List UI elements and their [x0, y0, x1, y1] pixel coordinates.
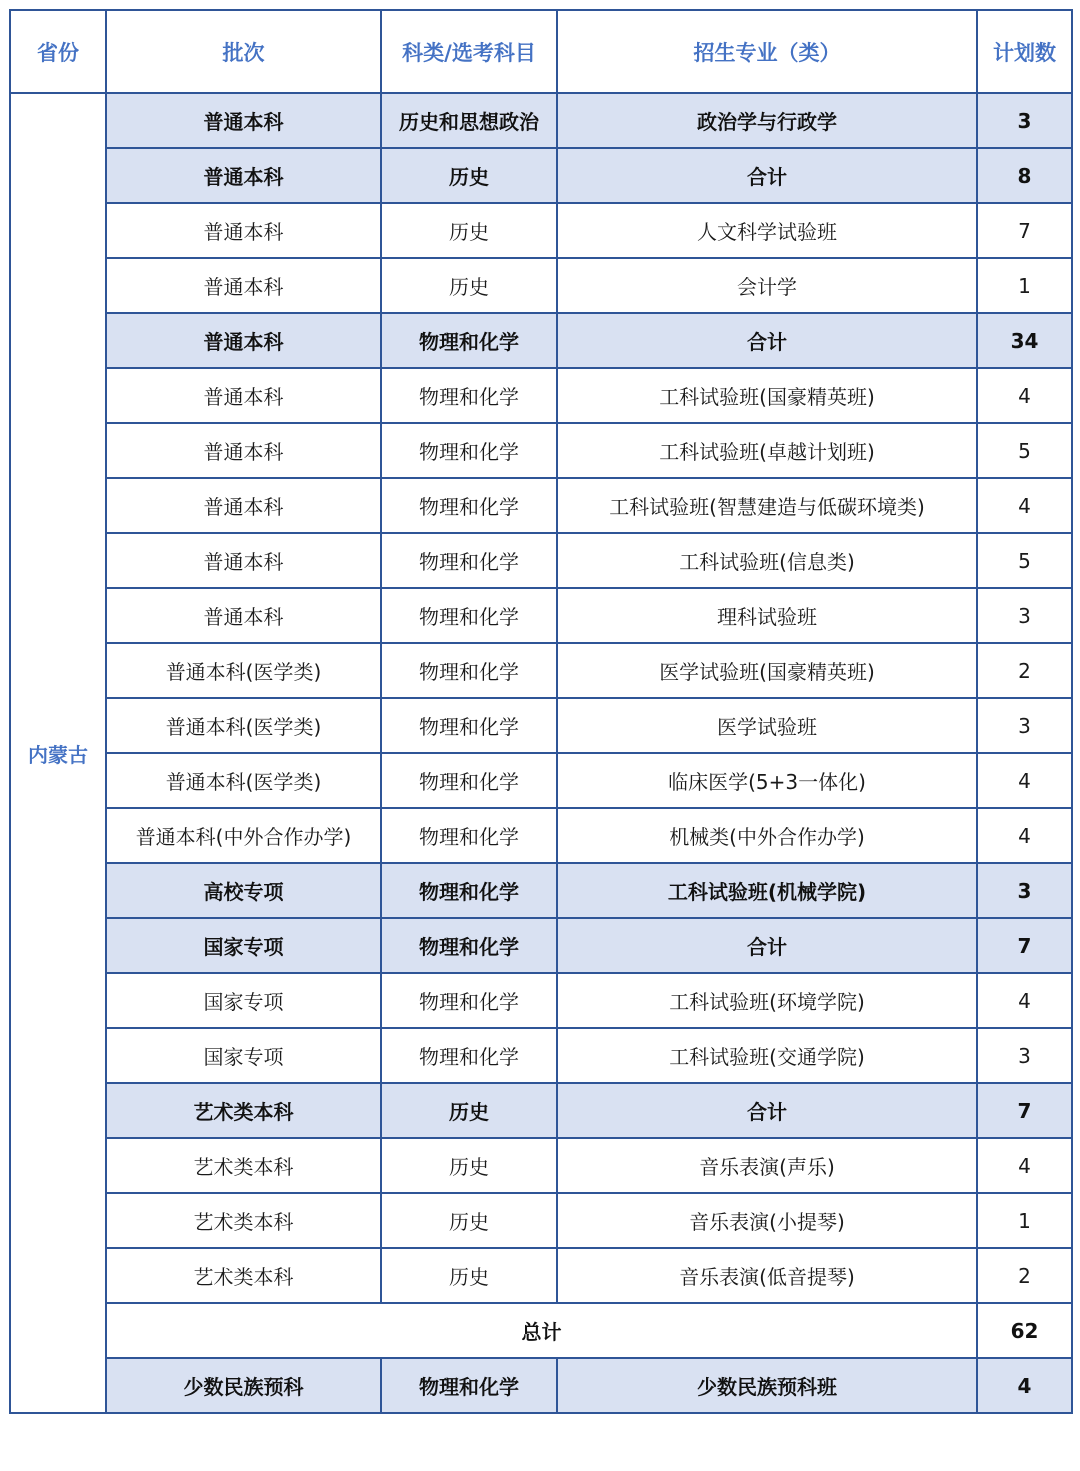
plan-cell: 1: [977, 1193, 1072, 1248]
batch-cell: 艺术类本科: [106, 1083, 381, 1138]
batch-cell: 普通本科: [106, 588, 381, 643]
table-row: [10, 643, 1072, 698]
major-cell: 工科试验班(机械学院): [557, 863, 977, 918]
subject-cell: 物理和化学: [381, 698, 557, 753]
plan-cell: 7: [977, 918, 1072, 973]
table-row: [10, 1248, 1072, 1303]
plan-cell: 8: [977, 148, 1072, 203]
plan-cell: 3: [977, 863, 1072, 918]
plan-cell: 3: [977, 588, 1072, 643]
major-cell: 工科试验班(交通学院): [557, 1028, 977, 1083]
plan-cell: 1: [977, 258, 1072, 313]
batch-cell: 普通本科(医学类): [106, 643, 381, 698]
batch-cell: 普通本科: [106, 478, 381, 533]
batch-cell: 普通本科: [106, 313, 381, 368]
subject-cell: 物理和化学: [381, 1028, 557, 1083]
plan-cell: 4: [977, 1138, 1072, 1193]
batch-cell: 国家专项: [106, 1028, 381, 1083]
plan-cell: 7: [977, 203, 1072, 258]
grand-total-row: [10, 1303, 1072, 1358]
table-row: [10, 1193, 1072, 1248]
subject-cell: 历史和思想政治: [381, 93, 557, 148]
grand-total-value: 62: [977, 1303, 1072, 1358]
batch-cell: 艺术类本科: [106, 1138, 381, 1193]
subtotal-row: [10, 148, 1072, 203]
batch-cell: 国家专项: [106, 973, 381, 1028]
header-subject: 科类/选考科目: [381, 10, 557, 93]
plan-cell: 4: [977, 368, 1072, 423]
batch-cell: 普通本科(医学类): [106, 753, 381, 808]
plan-cell: 7: [977, 1083, 1072, 1138]
table-row: [10, 258, 1072, 313]
major-cell: 工科试验班(信息类): [557, 533, 977, 588]
major-cell: 合计: [557, 918, 977, 973]
plan-cell: 4: [977, 753, 1072, 808]
major-cell: 合计: [557, 313, 977, 368]
batch-cell: 普通本科: [106, 148, 381, 203]
table-row: [10, 423, 1072, 478]
subject-cell: 物理和化学: [381, 753, 557, 808]
batch-cell: 国家专项: [106, 918, 381, 973]
batch-cell: 少数民族预科: [106, 1358, 381, 1413]
major-cell: 工科试验班(卓越计划班): [557, 423, 977, 478]
batch-cell: 高校专项: [106, 863, 381, 918]
batch-cell: 普通本科(中外合作办学): [106, 808, 381, 863]
header-major: 招生专业（类）: [557, 10, 977, 93]
major-cell: 医学试验班(国豪精英班): [557, 643, 977, 698]
plan-cell: 3: [977, 1028, 1072, 1083]
major-cell: 少数民族预科班: [557, 1358, 977, 1413]
header-batch: 批次: [106, 10, 381, 93]
major-cell: 工科试验班(智慧建造与低碳环境类): [557, 478, 977, 533]
plan-cell: 2: [977, 643, 1072, 698]
subject-cell: 物理和化学: [381, 973, 557, 1028]
major-cell: 音乐表演(小提琴): [557, 1193, 977, 1248]
plan-cell: 34: [977, 313, 1072, 368]
major-cell: 工科试验班(环境学院): [557, 973, 977, 1028]
province-cell: 内蒙古: [10, 93, 106, 1413]
subject-cell: 物理和化学: [381, 588, 557, 643]
major-cell: 合计: [557, 1083, 977, 1138]
plan-cell: 4: [977, 808, 1072, 863]
table-row: [10, 808, 1072, 863]
major-cell: 人文科学试验班: [557, 203, 977, 258]
subject-cell: 历史: [381, 1193, 557, 1248]
subject-cell: 历史: [381, 148, 557, 203]
subject-cell: 物理和化学: [381, 368, 557, 423]
batch-cell: 普通本科(医学类): [106, 698, 381, 753]
plan-cell: 3: [977, 698, 1072, 753]
plan-cell: 3: [977, 93, 1072, 148]
subtotal-row: [10, 313, 1072, 368]
major-cell: 音乐表演(低音提琴): [557, 1248, 977, 1303]
subject-cell: 物理和化学: [381, 423, 557, 478]
subject-cell: 物理和化学: [381, 313, 557, 368]
subject-cell: 物理和化学: [381, 808, 557, 863]
table-header-row: [10, 10, 1072, 93]
grand-total-label: 总计: [106, 1303, 977, 1358]
batch-cell: 普通本科: [106, 533, 381, 588]
plan-cell: 5: [977, 423, 1072, 478]
plan-cell: 2: [977, 1248, 1072, 1303]
batch-cell: 普通本科: [106, 203, 381, 258]
header-plan: 计划数: [977, 10, 1072, 93]
subject-cell: 物理和化学: [381, 863, 557, 918]
major-cell: 合计: [557, 148, 977, 203]
batch-cell: 普通本科: [106, 93, 381, 148]
batch-cell: 艺术类本科: [106, 1248, 381, 1303]
subject-cell: 历史: [381, 203, 557, 258]
subject-cell: 历史: [381, 258, 557, 313]
subject-cell: 物理和化学: [381, 533, 557, 588]
subtotal-row: [10, 93, 1072, 148]
plan-cell: 4: [977, 973, 1072, 1028]
subtotal-row: [10, 863, 1072, 918]
major-cell: 临床医学(5+3一体化): [557, 753, 977, 808]
table-row: [10, 698, 1072, 753]
table-row: [10, 203, 1072, 258]
plan-cell: 4: [977, 478, 1072, 533]
major-cell: 机械类(中外合作办学): [557, 808, 977, 863]
table-body: [10, 93, 1072, 1413]
table-row: [10, 1138, 1072, 1193]
major-cell: 会计学: [557, 258, 977, 313]
batch-cell: 普通本科: [106, 423, 381, 478]
minority-preparatory-row: [10, 1358, 1072, 1413]
table-row: [10, 478, 1072, 533]
subject-cell: 物理和化学: [381, 643, 557, 698]
major-cell: 工科试验班(国豪精英班): [557, 368, 977, 423]
plan-cell: 4: [977, 1358, 1072, 1413]
enrollment-plan-table-container: [9, 9, 1071, 1414]
batch-cell: 普通本科: [106, 258, 381, 313]
subtotal-row: [10, 1083, 1072, 1138]
subject-cell: 历史: [381, 1083, 557, 1138]
major-cell: 政治学与行政学: [557, 93, 977, 148]
subject-cell: 物理和化学: [381, 478, 557, 533]
table-row: [10, 533, 1072, 588]
enrollment-plan-table: [9, 9, 1073, 1414]
table-row: [10, 1028, 1072, 1083]
batch-cell: 艺术类本科: [106, 1193, 381, 1248]
plan-cell: 5: [977, 533, 1072, 588]
table-row: [10, 973, 1072, 1028]
table-row: [10, 588, 1072, 643]
subject-cell: 物理和化学: [381, 1358, 557, 1413]
subject-cell: 历史: [381, 1248, 557, 1303]
batch-cell: 普通本科: [106, 368, 381, 423]
subject-cell: 历史: [381, 1138, 557, 1193]
subject-cell: 物理和化学: [381, 918, 557, 973]
header-province: 省份: [10, 10, 106, 93]
subtotal-row: [10, 918, 1072, 973]
table-row: [10, 753, 1072, 808]
major-cell: 音乐表演(声乐): [557, 1138, 977, 1193]
major-cell: 医学试验班: [557, 698, 977, 753]
table-row: [10, 368, 1072, 423]
major-cell: 理科试验班: [557, 588, 977, 643]
